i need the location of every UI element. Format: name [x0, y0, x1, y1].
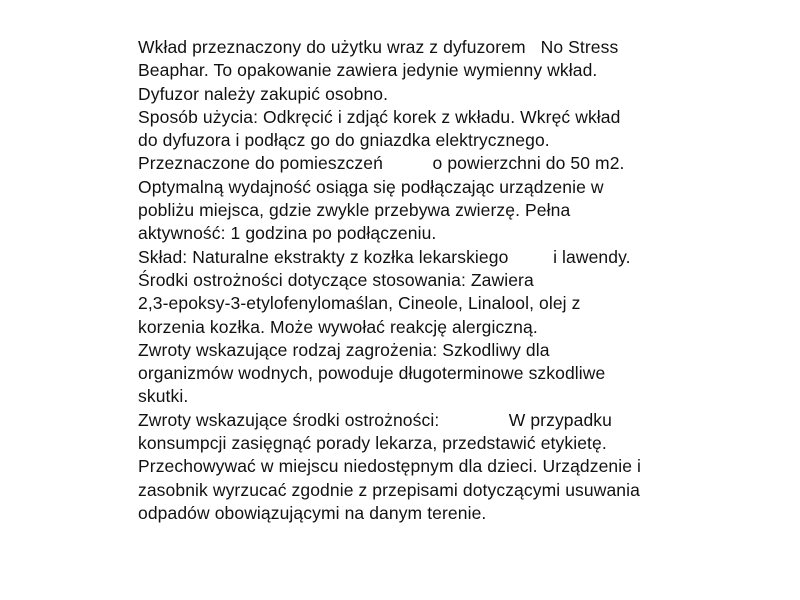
- text-line: Optymalną wydajność osiąga się podłączając urządzenie w: [138, 176, 604, 197]
- text-line: Środki ostrożności dotyczące stosowania: Zawiera: [138, 269, 534, 290]
- text-line: Dyfuzor należy zakupić osobno.: [138, 83, 389, 104]
- text-line: aktywność: 1 godzina po podłączeniu.: [138, 223, 437, 244]
- text-line: Skład: Naturalne ekstrakty z kozłka lekarskiego i lawendy.: [138, 246, 631, 267]
- text-line: Beaphar. To opakowanie zawiera jedynie wymienny wkład.: [138, 60, 598, 81]
- text-line: konsumpcji zasięgnąć porady lekarza, przedstawić etykietę.: [138, 433, 607, 454]
- text-line: skutki.: [138, 386, 189, 407]
- text-line: Zwroty wskazujące środki ostrożności: W przypadku: [138, 409, 612, 430]
- product-label-text: [138, 36, 778, 525]
- text-line: Zwroty wskazujące rodzaj zagrożenia: Szkodliwy dla: [138, 339, 550, 360]
- text-line: Wkład przeznaczony do użytku wraz z dyfuzorem No Stress: [138, 37, 619, 57]
- text-line: odpadów obowiązującymi na danym terenie.: [138, 502, 487, 523]
- text-line: pobliżu miejsca, gdzie zwykle przebywa zwierzę. Pełna: [138, 200, 571, 221]
- text-line: do dyfuzora i podłącz go do gniazdka elektrycznego.: [138, 130, 550, 151]
- text-line: Sposób użycia: Odkręcić i zdjąć korek z wkładu. Wkręć wkład: [138, 106, 621, 127]
- text-line: organizmów wodnych, powoduje długoterminowe szkodliwe: [138, 363, 606, 384]
- text-line: Przeznaczone do pomieszczeń o powierzchni do 50 m2.: [138, 153, 625, 174]
- text-line: zasobnik wyrzucać zgodnie z przepisami dotyczącymi usuwania: [138, 479, 640, 500]
- text-line: korzenia kozłka. Może wywołać reakcję alergiczną.: [138, 316, 538, 337]
- text-line: 2,3-epoksy-3-etylofenylomaślan, Cineole, Linalool, olej z: [138, 293, 581, 314]
- text-line: Przechowywać w miejscu niedostępnym dla dzieci. Urządzenie i: [138, 456, 642, 477]
